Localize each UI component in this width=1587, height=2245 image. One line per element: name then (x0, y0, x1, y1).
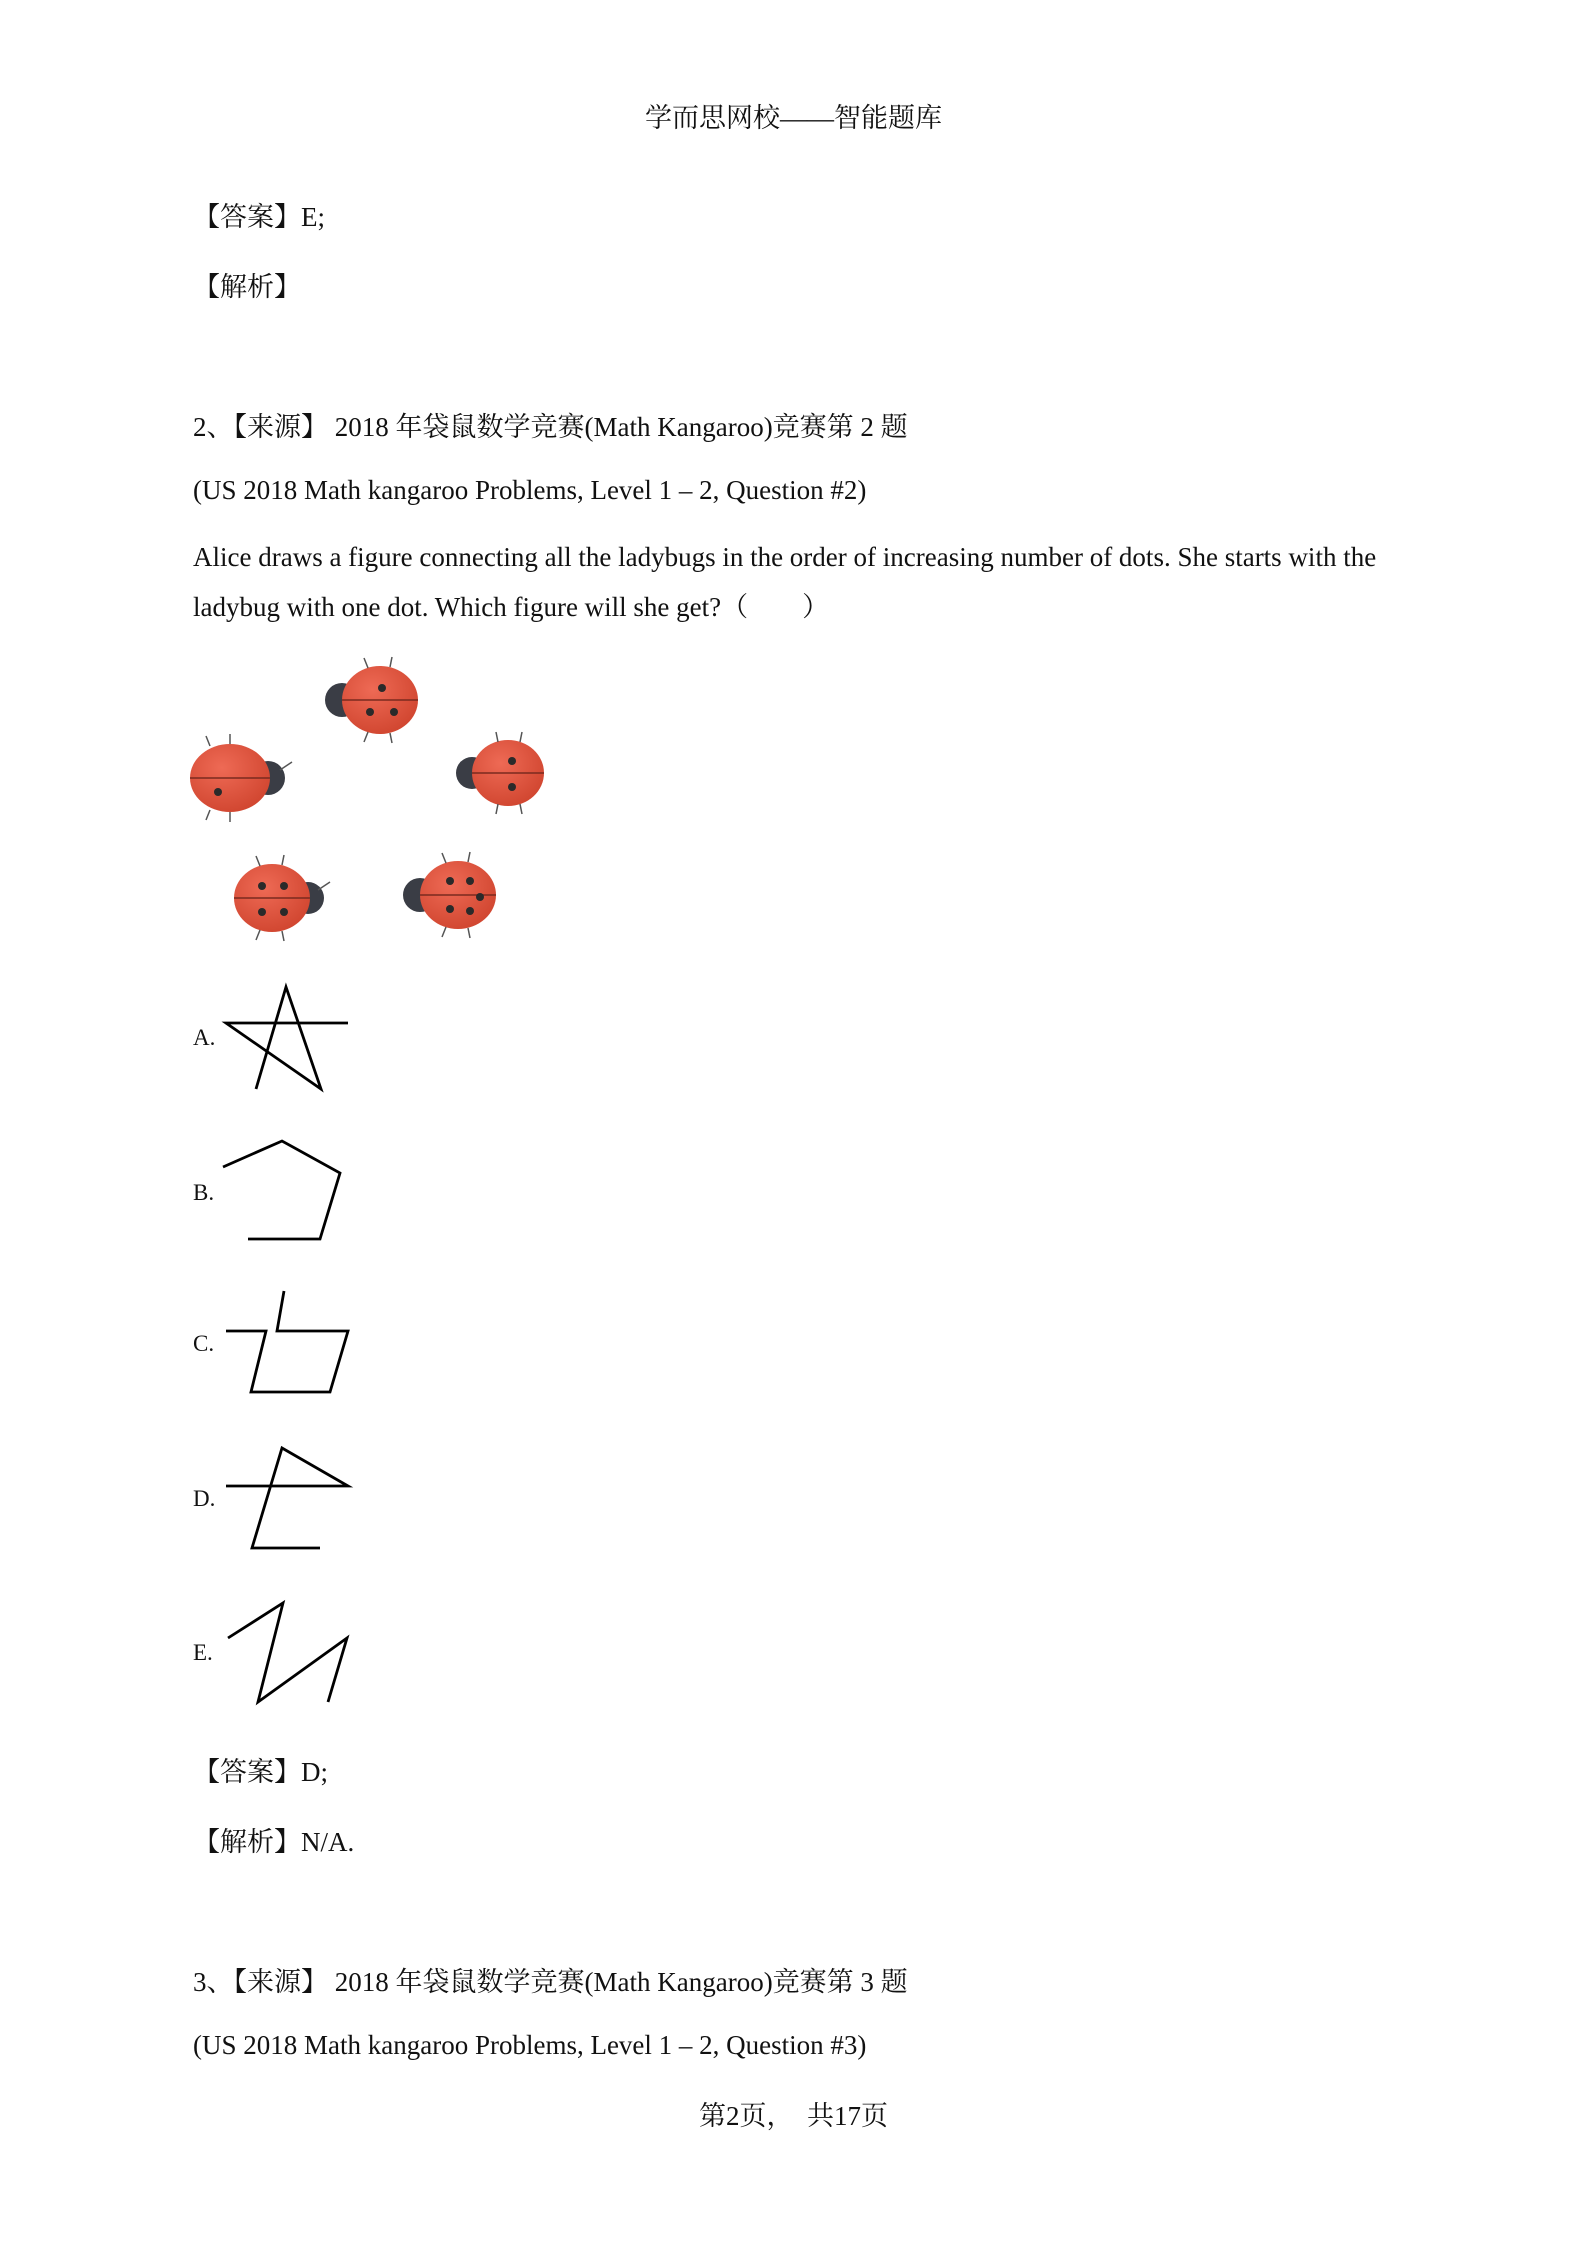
answer-label: 【答案】 (193, 1757, 301, 1787)
ladybugs-image (190, 655, 560, 945)
page-header: 学而思网校——智能题库 (645, 103, 942, 133)
analysis-label: 【解析】 (193, 272, 301, 302)
source-text: 2018 年袋鼠数学竞赛(Math Kangaroo)竞赛第 3 题 (334, 1967, 908, 1997)
option-b-figure (220, 1135, 355, 1250)
option-a-figure (220, 980, 355, 1095)
q1-analysis (193, 265, 301, 304)
option-e-label: E. (193, 1640, 213, 1665)
ladybug-3-dots (325, 657, 418, 743)
q2-question-text: Alice draws a figure connecting all the ladybugs in the order of increasing number of dots. She starts with the ladybug with one dot. Which figure will she get?（ ） (193, 542, 1377, 622)
ladybug-1-dot (190, 734, 292, 822)
answer-label: 【答案】 (193, 202, 301, 232)
q3-source-line (193, 1960, 908, 1999)
source-label: 【来源】 (233, 1967, 328, 1997)
option-b-label: B. (193, 1180, 215, 1205)
ladybug-5-dots (403, 852, 496, 938)
q2-reference: (US 2018 Math kangaroo Problems, Level 1 – 2, Question #2) (193, 475, 867, 505)
question-number: 3、 (193, 1967, 234, 1997)
answer-value: D; (301, 1757, 328, 1787)
option-c-figure (220, 1285, 355, 1400)
ladybug-4-dots (234, 855, 330, 941)
analysis-value: N/A. (301, 1827, 355, 1857)
analysis-label: 【解析】 (193, 1827, 301, 1857)
option-d-label: D. (193, 1486, 216, 1511)
q2-analysis (193, 1820, 354, 1859)
source-text: 2018 年袋鼠数学竞赛(Math Kangaroo)竞赛第 2 题 (334, 412, 908, 442)
q3-reference: (US 2018 Math kangaroo Problems, Level 1 – 2, Question #3) (193, 2030, 867, 2060)
question-number: 2、 (193, 412, 234, 442)
option-d-figure (220, 1440, 355, 1555)
answer-value: E; (301, 202, 325, 232)
ladybug-2-dots (456, 732, 544, 814)
page-footer: 第2页， 共17页 (699, 2101, 888, 2131)
q2-source-line (193, 405, 908, 444)
q1-answer (193, 195, 325, 234)
option-e-figure (220, 1595, 355, 1710)
option-a-label: A. (193, 1025, 216, 1050)
option-c-label: C. (193, 1331, 215, 1356)
source-label: 【来源】 (233, 412, 328, 442)
q2-answer (193, 1750, 328, 1789)
